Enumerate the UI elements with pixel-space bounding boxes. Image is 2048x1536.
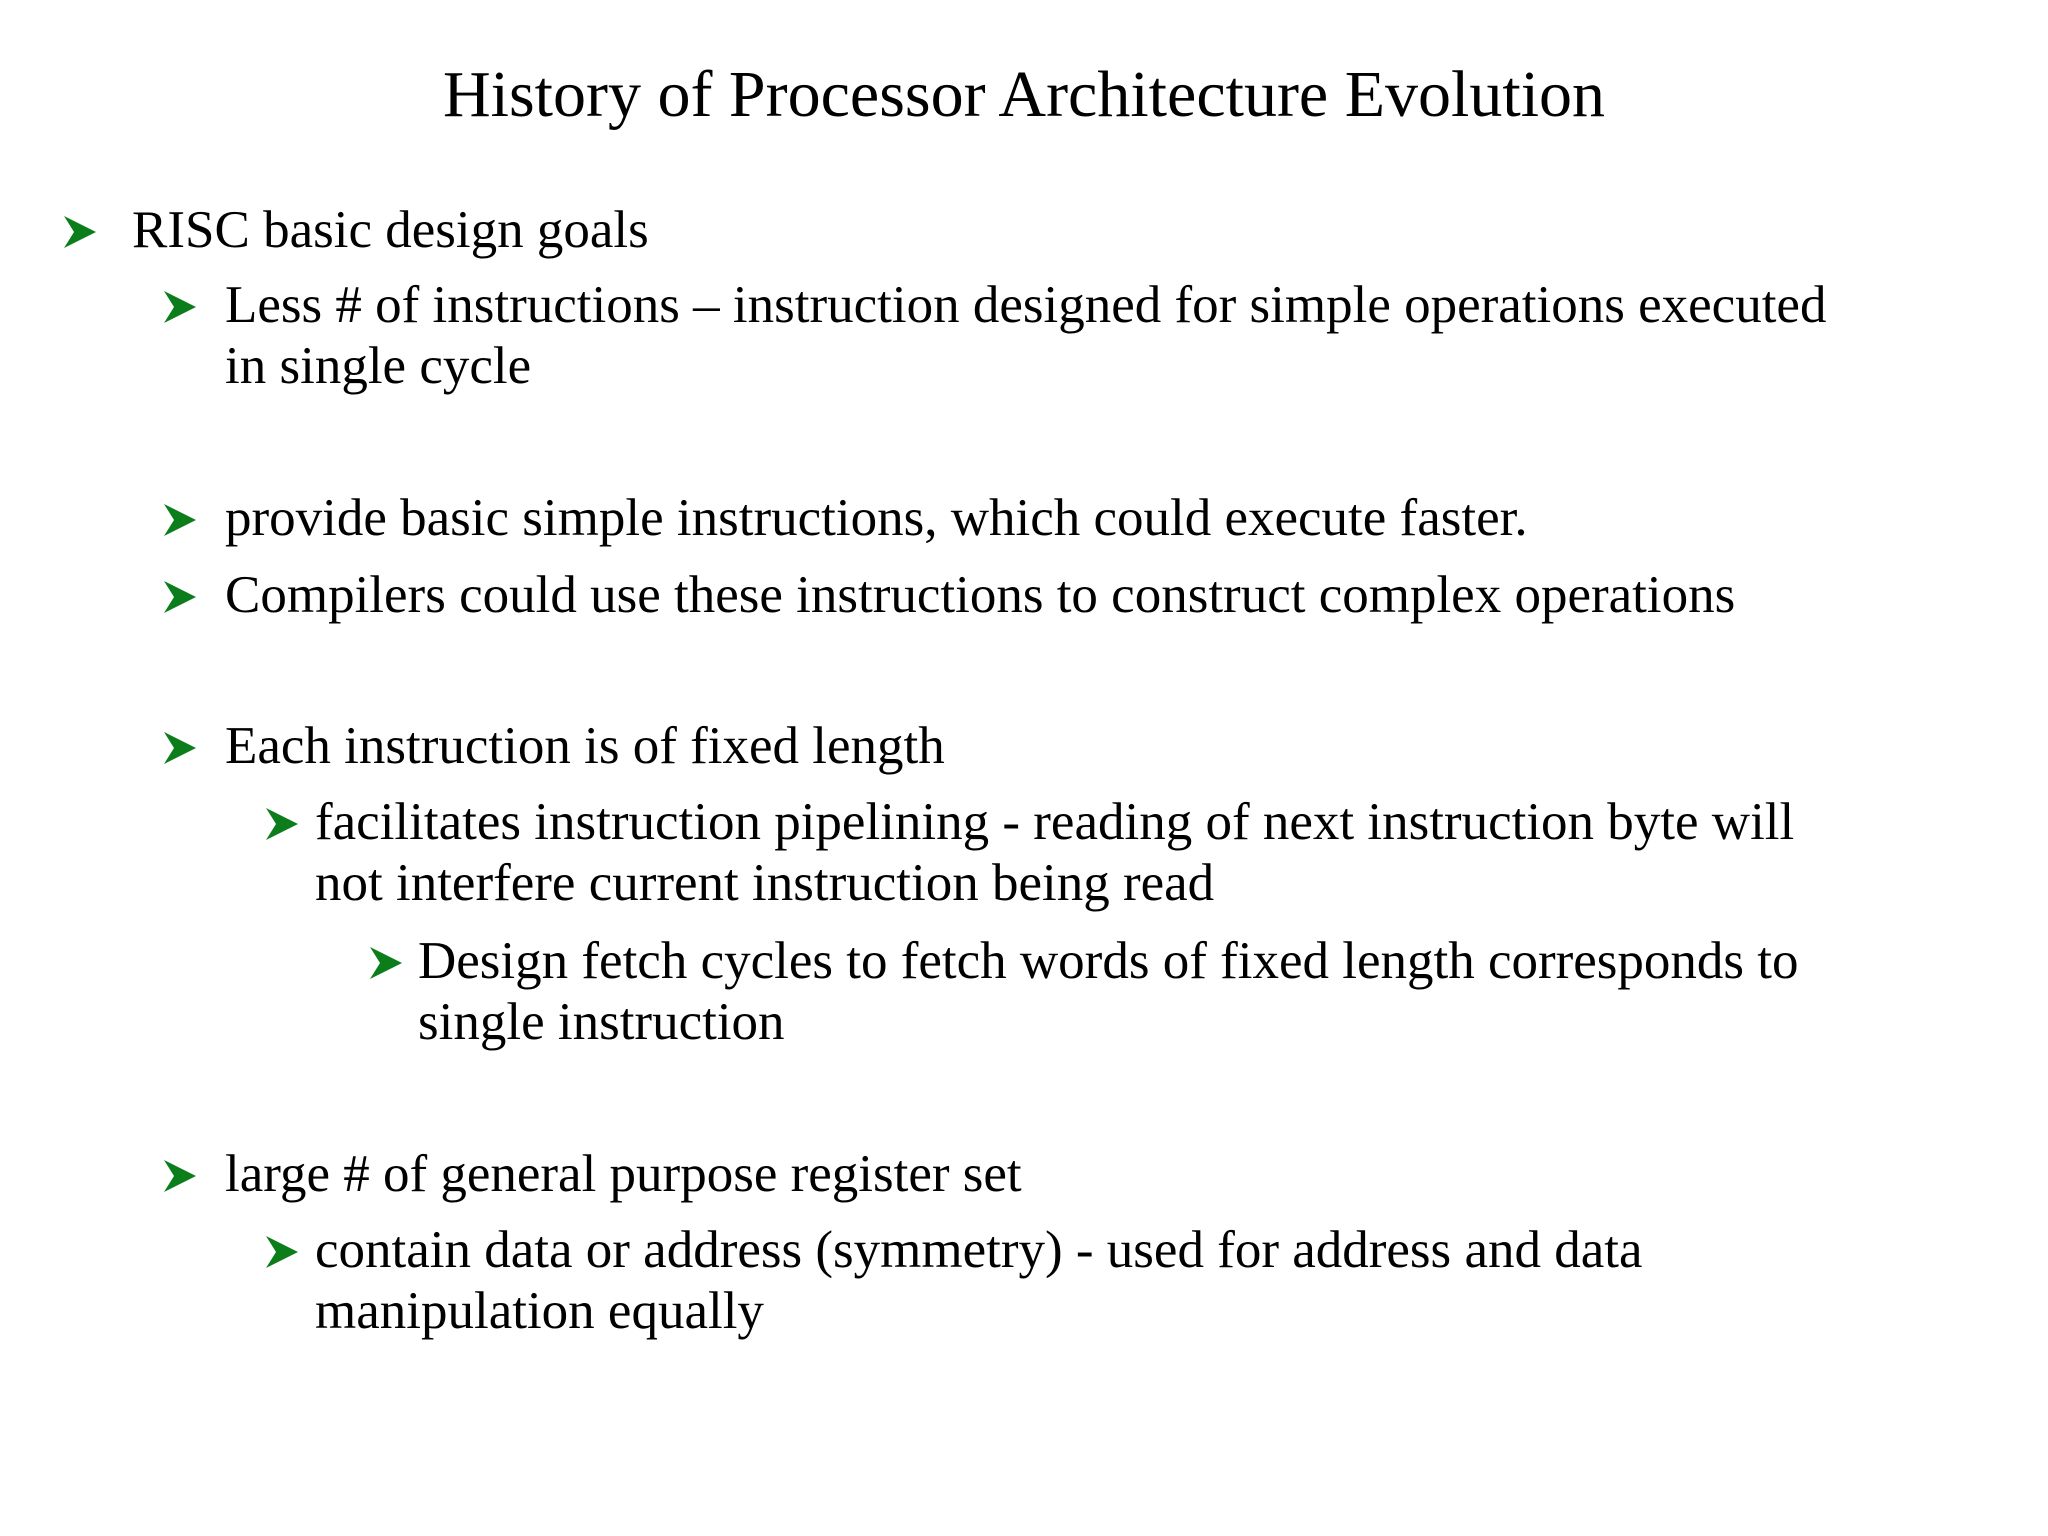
bullet-line: Less # of instructions – instruction designed for simple operations executed <box>225 276 1827 334</box>
bullet-line: in single cycle <box>225 337 532 395</box>
bullet-line: Design fetch cycles to fetch words of fixed length corresponds to <box>418 932 1799 990</box>
bullet-item <box>60 200 649 261</box>
bullet-item <box>160 716 945 777</box>
arrow-bullet-icon <box>160 1156 200 1196</box>
bullet-line: contain data or address (symmetry) - used for address and data <box>315 1221 1643 1279</box>
bullet-line: single instruction <box>418 993 785 1051</box>
bullet-item <box>160 488 1528 549</box>
bullet-item <box>160 565 1735 626</box>
bullet-item <box>160 275 1826 397</box>
bullet-line: facilitates instruction pipelining - reading of next instruction byte will <box>315 793 1795 851</box>
arrow-bullet-icon <box>160 500 200 540</box>
bullet-item <box>366 931 1799 1053</box>
bullet-line: large # of general purpose register set <box>225 1145 1022 1203</box>
arrow-bullet-icon <box>160 577 200 617</box>
bullet-line: RISC basic design goals <box>132 201 649 259</box>
arrow-bullet-icon <box>160 287 200 327</box>
arrow-bullet-icon <box>262 1232 302 1272</box>
bullet-item <box>262 792 1794 914</box>
bullet-line: provide basic simple instructions, which could execute faster. <box>225 489 1528 547</box>
bullet-line: Compilers could use these instructions to construct complex operations <box>225 566 1736 624</box>
slide-title: History of Processor Architecture Evolution <box>442 58 1606 131</box>
bullet-line: Each instruction is of fixed length <box>225 717 945 775</box>
bullet-line: not interfere current instruction being read <box>315 854 1215 912</box>
bullet-line: manipulation equally <box>315 1282 764 1340</box>
arrow-bullet-icon <box>366 943 406 983</box>
bullet-item <box>262 1220 1642 1342</box>
bullet-item <box>160 1144 1022 1205</box>
arrow-bullet-icon <box>262 804 302 844</box>
arrow-bullet-icon <box>160 728 200 768</box>
arrow-bullet-icon <box>60 212 100 252</box>
